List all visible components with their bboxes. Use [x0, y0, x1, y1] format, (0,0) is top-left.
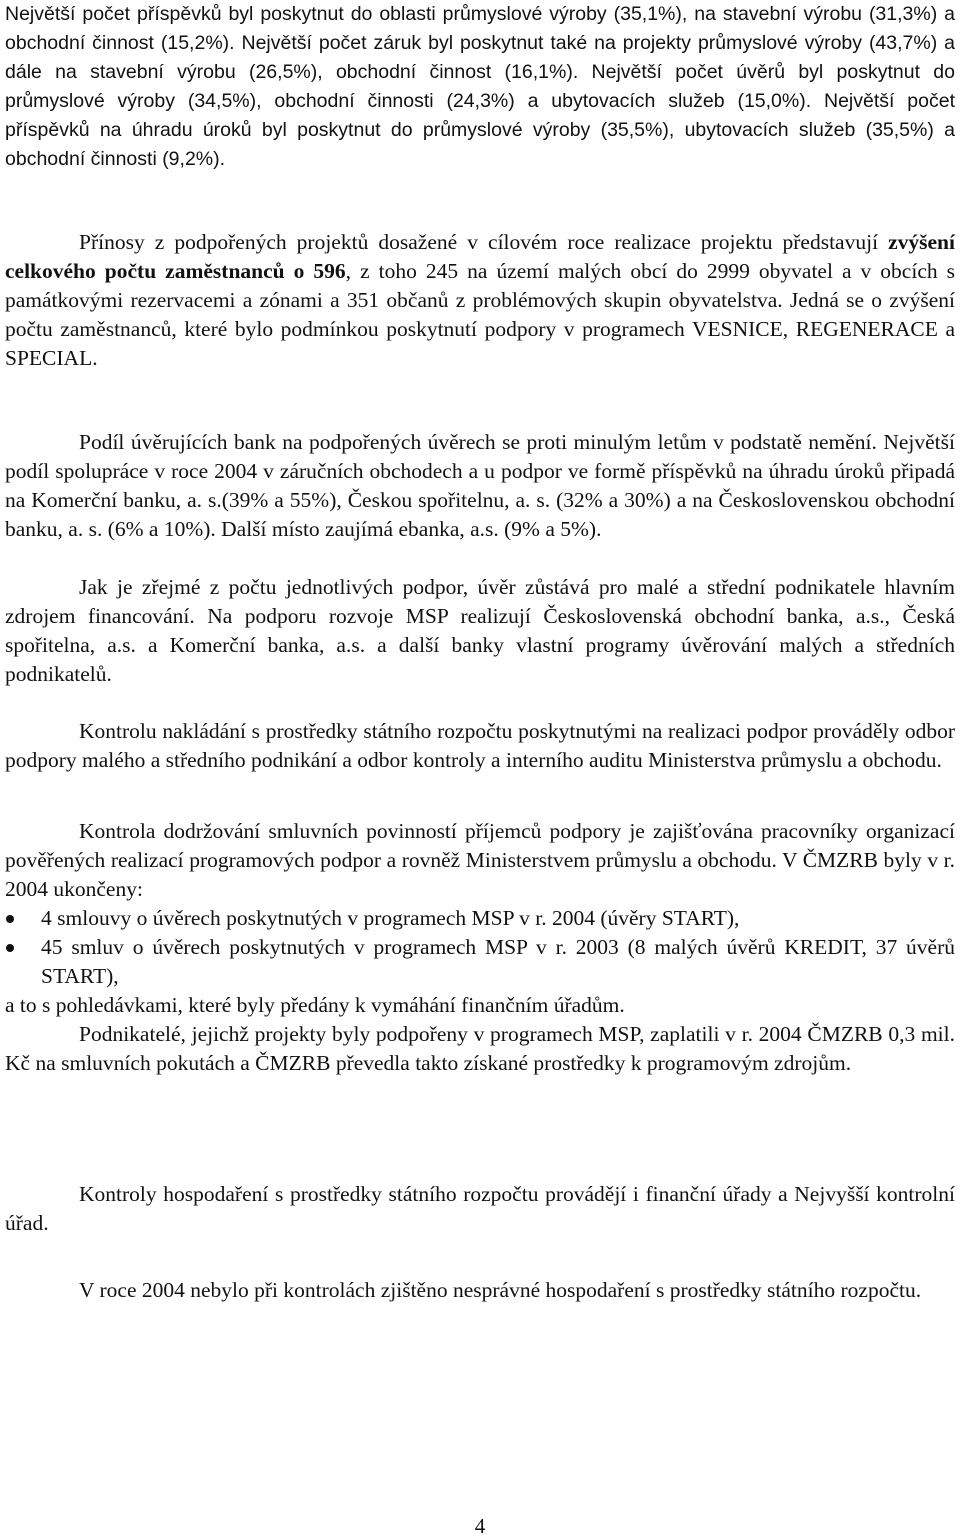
paragraph-control-budget: Kontrolu nakládání s prostředky státního rozpočtu poskytnutými na realizaci podpor prováděly odbor podpory malého a středního podnikání a odbor kontroly a interního auditu Ministerstva průmyslu a obchodu. [5, 719, 955, 772]
paragraph-no-irregularities: V roce 2004 nebylo při kontrolách zjištěno nesprávné hospodaření s prostředky státního rozpočtu. [79, 1278, 922, 1302]
after-bullets-text: a to s pohledávkami, které byly předány k vymáhání finančním úřadům. [5, 993, 625, 1017]
paragraph-sector-shares: Největší počet příspěvků byl poskytnut do oblasti průmyslové výroby (35,1%), na stavební výrobu (31,3%) a obchodní činnost (15,2%). Největší počet záruk byl poskytnut také na projekty průmyslové výroby (43,7%) a dále na stavební výrobu (26,5%), obchodní činnost (16,1%). Největší počet úvěrů byl poskytnut do průmyslové výroby (34,5%), obchodní činnosti (24,3%) a ubytovacích služeb (15,0%). Největší počet příspěvků na úhradu úroků byl poskytnut do průmyslové výroby (35,5%), ubytovacích služeb (35,5%) a obchodní činnosti (9,2%). [5, 3, 955, 170]
paragraph-tax-offices: Kontroly hospodaření s prostředky státního rozpočtu provádějí i finanční úřady a Nejvyšší kontrolní úřad. [5, 1182, 955, 1235]
bullet-icon [6, 944, 14, 952]
paragraph-penalties: Podnikatelé, jejichž projekty byly podpořeny v programech MSP, zaplatili v r. 2004 ČMZRB 0,3 mil. Kč na smluvních pokutách a ČMZRB převedla takto získané prostředky k programovým zdrojům. [5, 1022, 955, 1075]
terminated-contracts-list [5, 904, 955, 991]
list-item-text: 4 smlouvy o úvěrech poskytnutých v programech MSP v r. 2004 (úvěry START), [41, 906, 740, 930]
list-item [5, 904, 955, 933]
list-item [5, 933, 955, 991]
paragraph-bank-shares: Podíl úvěrujících bank na podpořených úvěrech se proti minulým letům v podstatě nemění. Největší podíl spolupráce v roce 2004 v záručních obchodech a u podpor ve formě příspěvků na úhradu úroků připadá na Komerční banku, a. s.(39% a 55%), Českou spořitelnu, a. s. (32% a 30%) a na Československou obchodní banku, a. s. (6% a 10%). Další místo zaujímá ebanka, a.s. (9% a 5%). [5, 430, 955, 541]
bullet-icon [6, 915, 14, 923]
employment-increase-highlight: zvýšení celkového počtu zaměstnanců o 596 [5, 230, 955, 283]
paragraph-project-benefits-tail: , z toho 245 na území malých obcí do 2999 obyvatel a v obcích s památkovými rezervacemi a zónami a 351 občanů z problémových skupin obyvatelstva. Jedná se o zvýšení počtu zaměstnanců, které bylo podmínkou poskytnutí podpory v programech VESNICE, REGENERACE a SPECIAL. [5, 259, 956, 370]
paragraph-project-benefits [5, 228, 955, 373]
paragraph-contract-control: Kontrola dodržování smluvních povinností příjemců podpory je zajišťována pracovníky organizací pověřených realizací programových podpor a rovněž Ministerstvem průmyslu a obchodu. V ČMZRB byly v r. 2004 ukončeny: [5, 819, 955, 901]
list-item-text: 45 smluv o úvěrech poskytnutých v programech MSP v r. 2003 (8 malých úvěrů KREDIT, 37 úvěrů START), [41, 935, 955, 988]
paragraph-credit-financing: Jak je zřejmé z počtu jednotlivých podpor, úvěr zůstává pro malé a střední podnikatele hlavním zdrojem financování. Na podporu rozvoje MSP realizují Československá obchodní banka, a.s., Česká spořitelna, a.s. a Komerční banka, a.s. a další banky vlastní programy úvěrování malých a středních podnikatelů. [5, 575, 955, 686]
page-number: 4 [474, 1514, 486, 1538]
paragraph-project-benefits-lead: Přínosy z podpořených projektů dosažené v cílovém roce realizace projektu představují [79, 230, 889, 254]
